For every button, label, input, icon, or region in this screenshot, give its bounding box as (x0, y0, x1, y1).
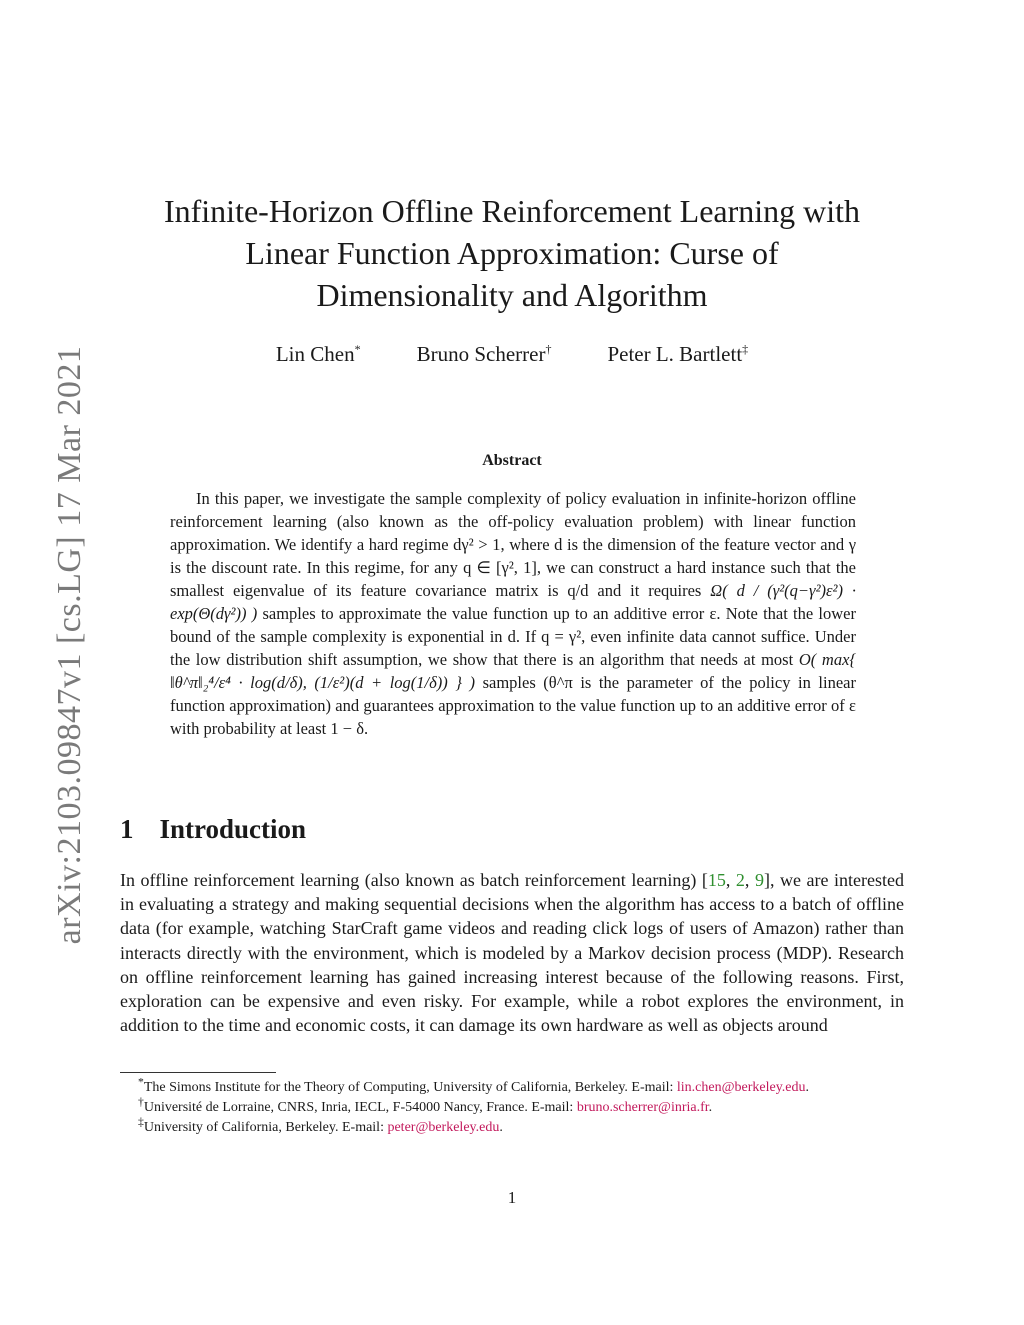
citation-link[interactable]: 2 (735, 870, 745, 890)
footnote-divider (120, 1072, 276, 1073)
footnote-mark: * (138, 1075, 144, 1089)
email-link[interactable]: lin.chen@berkeley.edu (676, 1080, 806, 1095)
citation-link[interactable]: 9 (754, 870, 764, 890)
footnotes (120, 1075, 904, 1138)
author-name: Bruno Scherrer (416, 342, 546, 366)
author-list (120, 342, 904, 367)
email-link[interactable]: peter@berkeley.edu (387, 1120, 500, 1135)
abstract-text: samples to approximate the value function up to an additive error ε. Note that the lower bound of the sample complexity is exponential in d. If q = γ², even infinite data cannot suffice. Under the low distribution shift assumption, we show that there is an algorithm that needs at most (170, 604, 856, 669)
author-footnote-mark: * (354, 342, 361, 356)
author (607, 342, 748, 367)
title-line: Dimensionality and Algorithm (316, 277, 708, 313)
footnote-end: . (499, 1120, 503, 1135)
author (417, 342, 552, 367)
footnote (120, 1075, 904, 1098)
footnote (120, 1115, 904, 1138)
footnote-text: Université de Lorraine, CNRS, Inria, IECL, F-54000 Nancy, France. E-mail: (143, 1100, 577, 1115)
section-heading (120, 814, 306, 845)
footnote-end: . (805, 1080, 810, 1095)
abstract-heading: Abstract (482, 452, 542, 469)
abstract-body (170, 487, 856, 740)
title-line: Linear Function Approximation: Curse of (245, 235, 779, 271)
paper-title (120, 190, 904, 316)
section-title: Introduction (159, 814, 307, 844)
title-line: Infinite-Horizon Offline Reinforcement Learning with (163, 193, 861, 229)
footnote-text: University of California, Berkeley. E-mail: (143, 1120, 388, 1135)
abstract-text: samples (θ^π is the parameter of the policy in linear function approximation) and guarantees approximation to the value function up to an additive error of ε with probability at least 1 − δ. (170, 673, 856, 738)
author-footnote-mark: ‡ (742, 342, 749, 356)
footnote-text: The Simons Institute for the Theory of Computing, University of California, Berkeley. E-mail: (143, 1080, 677, 1095)
intro-text: ], we are interested in evaluating a strategy and making sequential decisions when the algorithm has access to a batch of offline data (for example, watching StarCraft game videos and reading click logs of users of Amazon) rather than interacts directly with the environment, which is modeled by a Markov decision process (MDP). Research on offline reinforcement learning has gained increasing interest because of the following reasons. First, exploration can be expensive and even risky. For example, while a robot explores the environment, in addition to the time and economic costs, it can damage its own hardware as well as objects around (120, 870, 905, 1036)
footnote-mark: ‡ (138, 1115, 144, 1129)
email-link[interactable]: bruno.scherrer@inria.fr (576, 1100, 709, 1115)
author-footnote-mark: † (545, 342, 552, 356)
arxiv-identifier-stamp: arXiv:2103.09847v1 [cs.LG] 17 Mar 2021 (51, 345, 88, 945)
section-number: 1 (120, 814, 134, 844)
author (276, 342, 361, 367)
author-name: Peter L. Bartlett (607, 342, 743, 366)
upper-bound-formula: O( max{ ‖θ^π‖₂⁴/ε⁴ · log(d/δ), (1/ε²)(d + log(1/δ)) } ) (170, 650, 856, 692)
footnote (120, 1095, 904, 1118)
author-name: Lin Chen (275, 342, 355, 366)
lower-bound-formula: Ω( d / (γ²(q−γ²)ε²) · exp(Θ(dγ²)) ) (170, 581, 856, 623)
citation-link[interactable]: 15 (707, 870, 726, 890)
intro-text: In offline reinforcement learning (also known as batch reinforcement learning) [ (120, 870, 708, 890)
abstract-text: In this paper, we investigate the sample complexity of policy evaluation in infinite-horizon offline reinforcement learning (also known as the off-policy evaluation problem) with linear function approximation. We identify a hard regime dγ² > 1, where d is the dimension of the feature vector and γ is the discount rate. In this regime, for any q ∈ [γ², 1], we can construct a hard instance such that the smallest eigenvalue of its feature covariance matrix is q/d and it requires (170, 489, 856, 600)
introduction-paragraph: In offline reinforcement learning (also known as batch reinforcement learning) [15, 2, 9], we are interested in evaluating a strategy and making sequential decisions when the algorithm has access to a batch of offline data (for example, watching StarCraft game videos and reading click logs of users of Amazon) rather than interacts directly with the environment, which is modeled by a Markov decision process (MDP). Research on offline reinforcement learning has gained increasing interest because of the following reasons. First, exploration can be expensive and even risky. For example, while a robot explores the environment, in addition to the time and economic costs, it can damage its own hardware as well as objects around (120, 870, 905, 1036)
page-number: 1 (507, 1188, 517, 1207)
footnote-mark: † (138, 1095, 144, 1109)
footnote-end: . (708, 1100, 713, 1115)
